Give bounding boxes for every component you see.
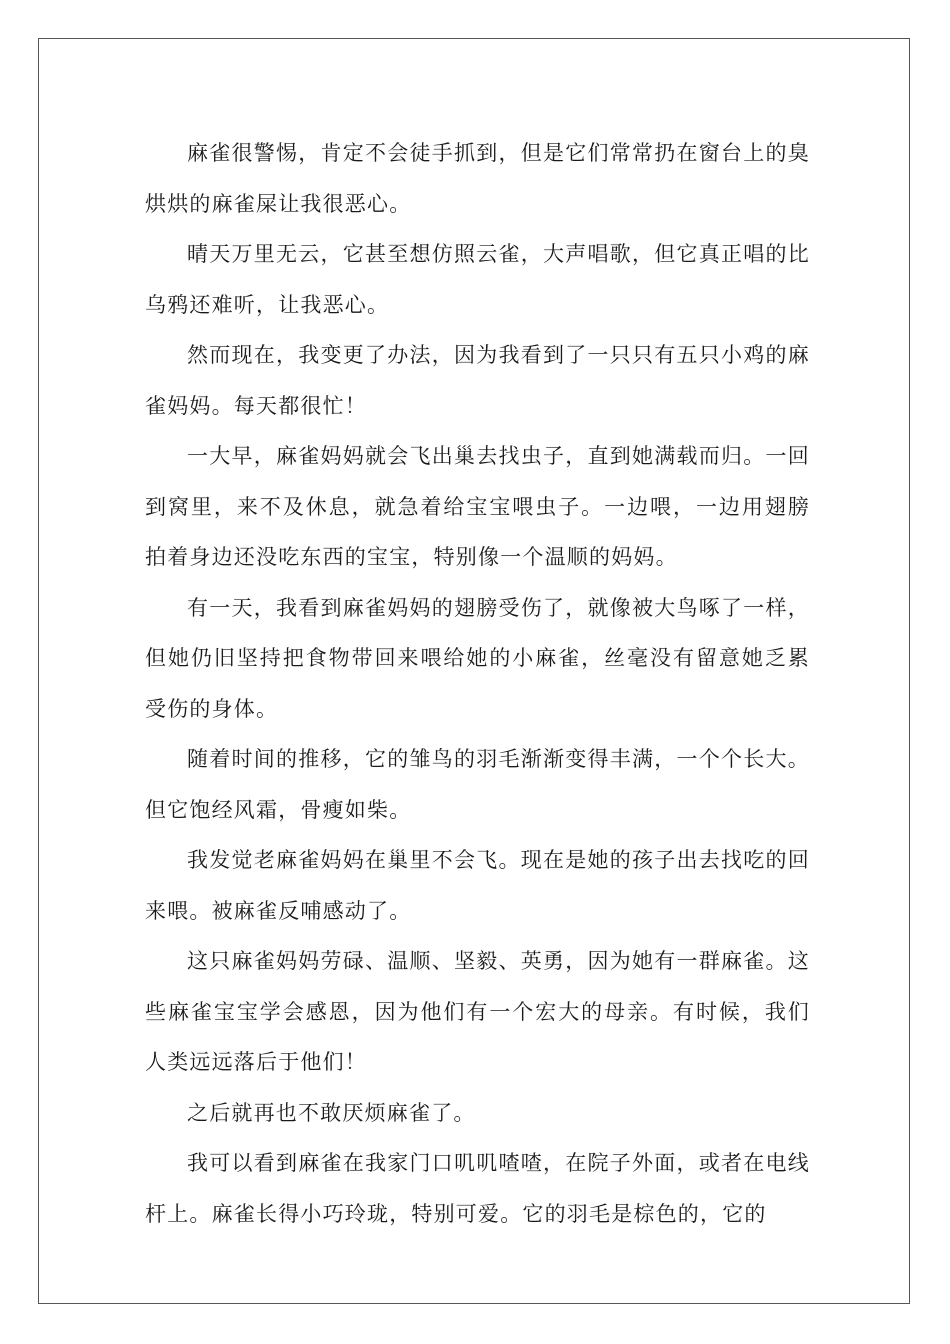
paragraph: 然而现在，我变更了办法，因为我看到了一只只有五只小鸡的麻雀妈妈。每天都很忙！ xyxy=(145,343,810,418)
paragraph: 有一天，我看到麻雀妈妈的翅膀受伤了，就像被大鸟啄了一样，但她仍旧坚持把食物带回来喂给她的小麻雀，丝毫没有留意她乏累受伤的身体。 xyxy=(145,595,810,721)
paragraph: 晴天万里无云，它甚至想仿照云雀，大声唱歌，但它真正唱的比乌鸦还难听，让我恶心。 xyxy=(145,242,810,317)
paragraph: 我发觉老麻雀妈妈在巢里不会飞。现在是她的孩子出去找吃的回来喂。被麻雀反哺感动了。 xyxy=(145,848,810,923)
paragraph: 随着时间的推移，它的雏鸟的羽毛渐渐变得丰满，一个个长大。但它饱经风霜，骨瘦如柴。 xyxy=(145,747,810,822)
paragraph: 这只麻雀妈妈劳碌、温顺、坚毅、英勇，因为她有一群麻雀。这些麻雀宝宝学会感恩，因为他们有一个宏大的母亲。有时候，我们人类远远落后于他们！ xyxy=(145,949,810,1074)
paragraph: 一大早，麻雀妈妈就会飞出巢去找虫子，直到她满载而归。一回到窝里，来不及休息，就急着给宝宝喂虫子。一边喂，一边用翅膀拍着身边还没吃东西的宝宝，特别像一个温顺的妈妈。 xyxy=(145,444,810,569)
paragraph: 麻雀很警惕，肯定不会徒手抓到，但是它们常常扔在窗台上的臭烘烘的麻雀屎让我很恶心。 xyxy=(145,141,810,216)
document-body xyxy=(145,128,810,1239)
paragraph: 我可以看到麻雀在我家门口叽叽喳喳，在院子外面，或者在电线杆上。麻雀长得小巧玲珑，特别可爱。它的羽毛是棕色的，它的 xyxy=(145,1151,810,1226)
paragraph: 之后就再也不敢厌烦麻雀了。 xyxy=(187,1100,476,1125)
